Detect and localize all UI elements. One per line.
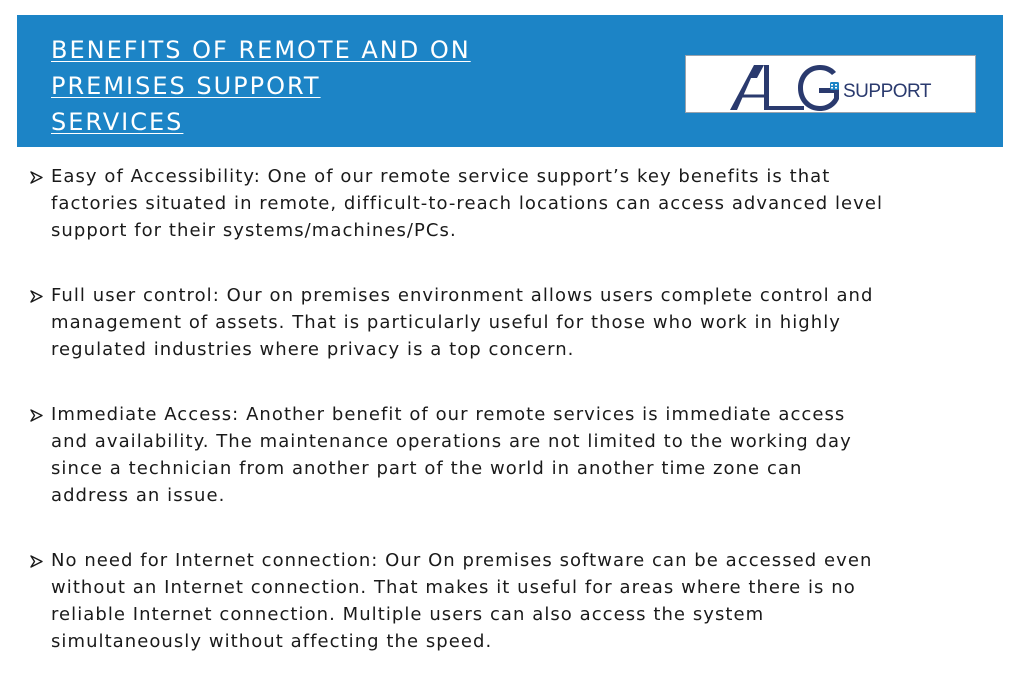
bullet-line: support for their systems/machines/PCs. [51, 220, 457, 241]
bullet-line: Easy of Accessibility: One of our remote service support’s key benefits is that [51, 166, 831, 187]
arrow-right-icon [30, 171, 43, 184]
bullet-line: address an issue. [51, 485, 226, 506]
slide-title-line-2: PREMISES SUPPORT [51, 72, 321, 100]
bullet-line: factories situated in remote, difficult-to-reach locations can access advanced level [51, 193, 884, 214]
title-banner [17, 15, 1003, 147]
bullet-list [30, 163, 1005, 655]
bullet-user-control [30, 282, 1005, 363]
logo-support-text: SUPPORT [843, 81, 932, 102]
arrow-right-icon [30, 409, 43, 422]
arrow-right-icon [30, 290, 43, 303]
slide-title-line-1: BENEFITS OF REMOTE AND ON [51, 36, 471, 64]
bullet-line: reliable Internet connection. Multiple users can also access the system [51, 604, 765, 625]
bullet-line: Full user control: Our on premises environment allows users complete control and [51, 285, 874, 306]
bullet-line: management of assets. That is particularly useful for those who work in highly [51, 312, 841, 333]
slide-title-line-3: SERVICES [51, 108, 184, 136]
bullet-line: simultaneously without affecting the speed. [51, 631, 493, 652]
bullet-line: without an Internet connection. That makes it useful for areas where there is no [51, 577, 856, 598]
bullet-accessibility [30, 163, 1005, 244]
alg-logo-mark [686, 56, 977, 114]
bullet-line: regulated industries where privacy is a top concern. [51, 339, 575, 360]
bullet-line: No need for Internet connection: Our On premises software can be accessed even [51, 550, 873, 571]
bullet-line: since a technician from another part of the world in another time zone can [51, 458, 803, 479]
bullet-no-internet [30, 547, 1005, 655]
alg-support-logo [685, 55, 976, 113]
bullet-line: Immediate Access: Another benefit of our remote services is immediate access [51, 404, 846, 425]
bullet-immediate-access [30, 401, 1005, 509]
arrow-right-icon [30, 555, 43, 568]
slide-title [51, 32, 571, 140]
bullet-line: and availability. The maintenance operations are not limited to the working day [51, 431, 852, 452]
